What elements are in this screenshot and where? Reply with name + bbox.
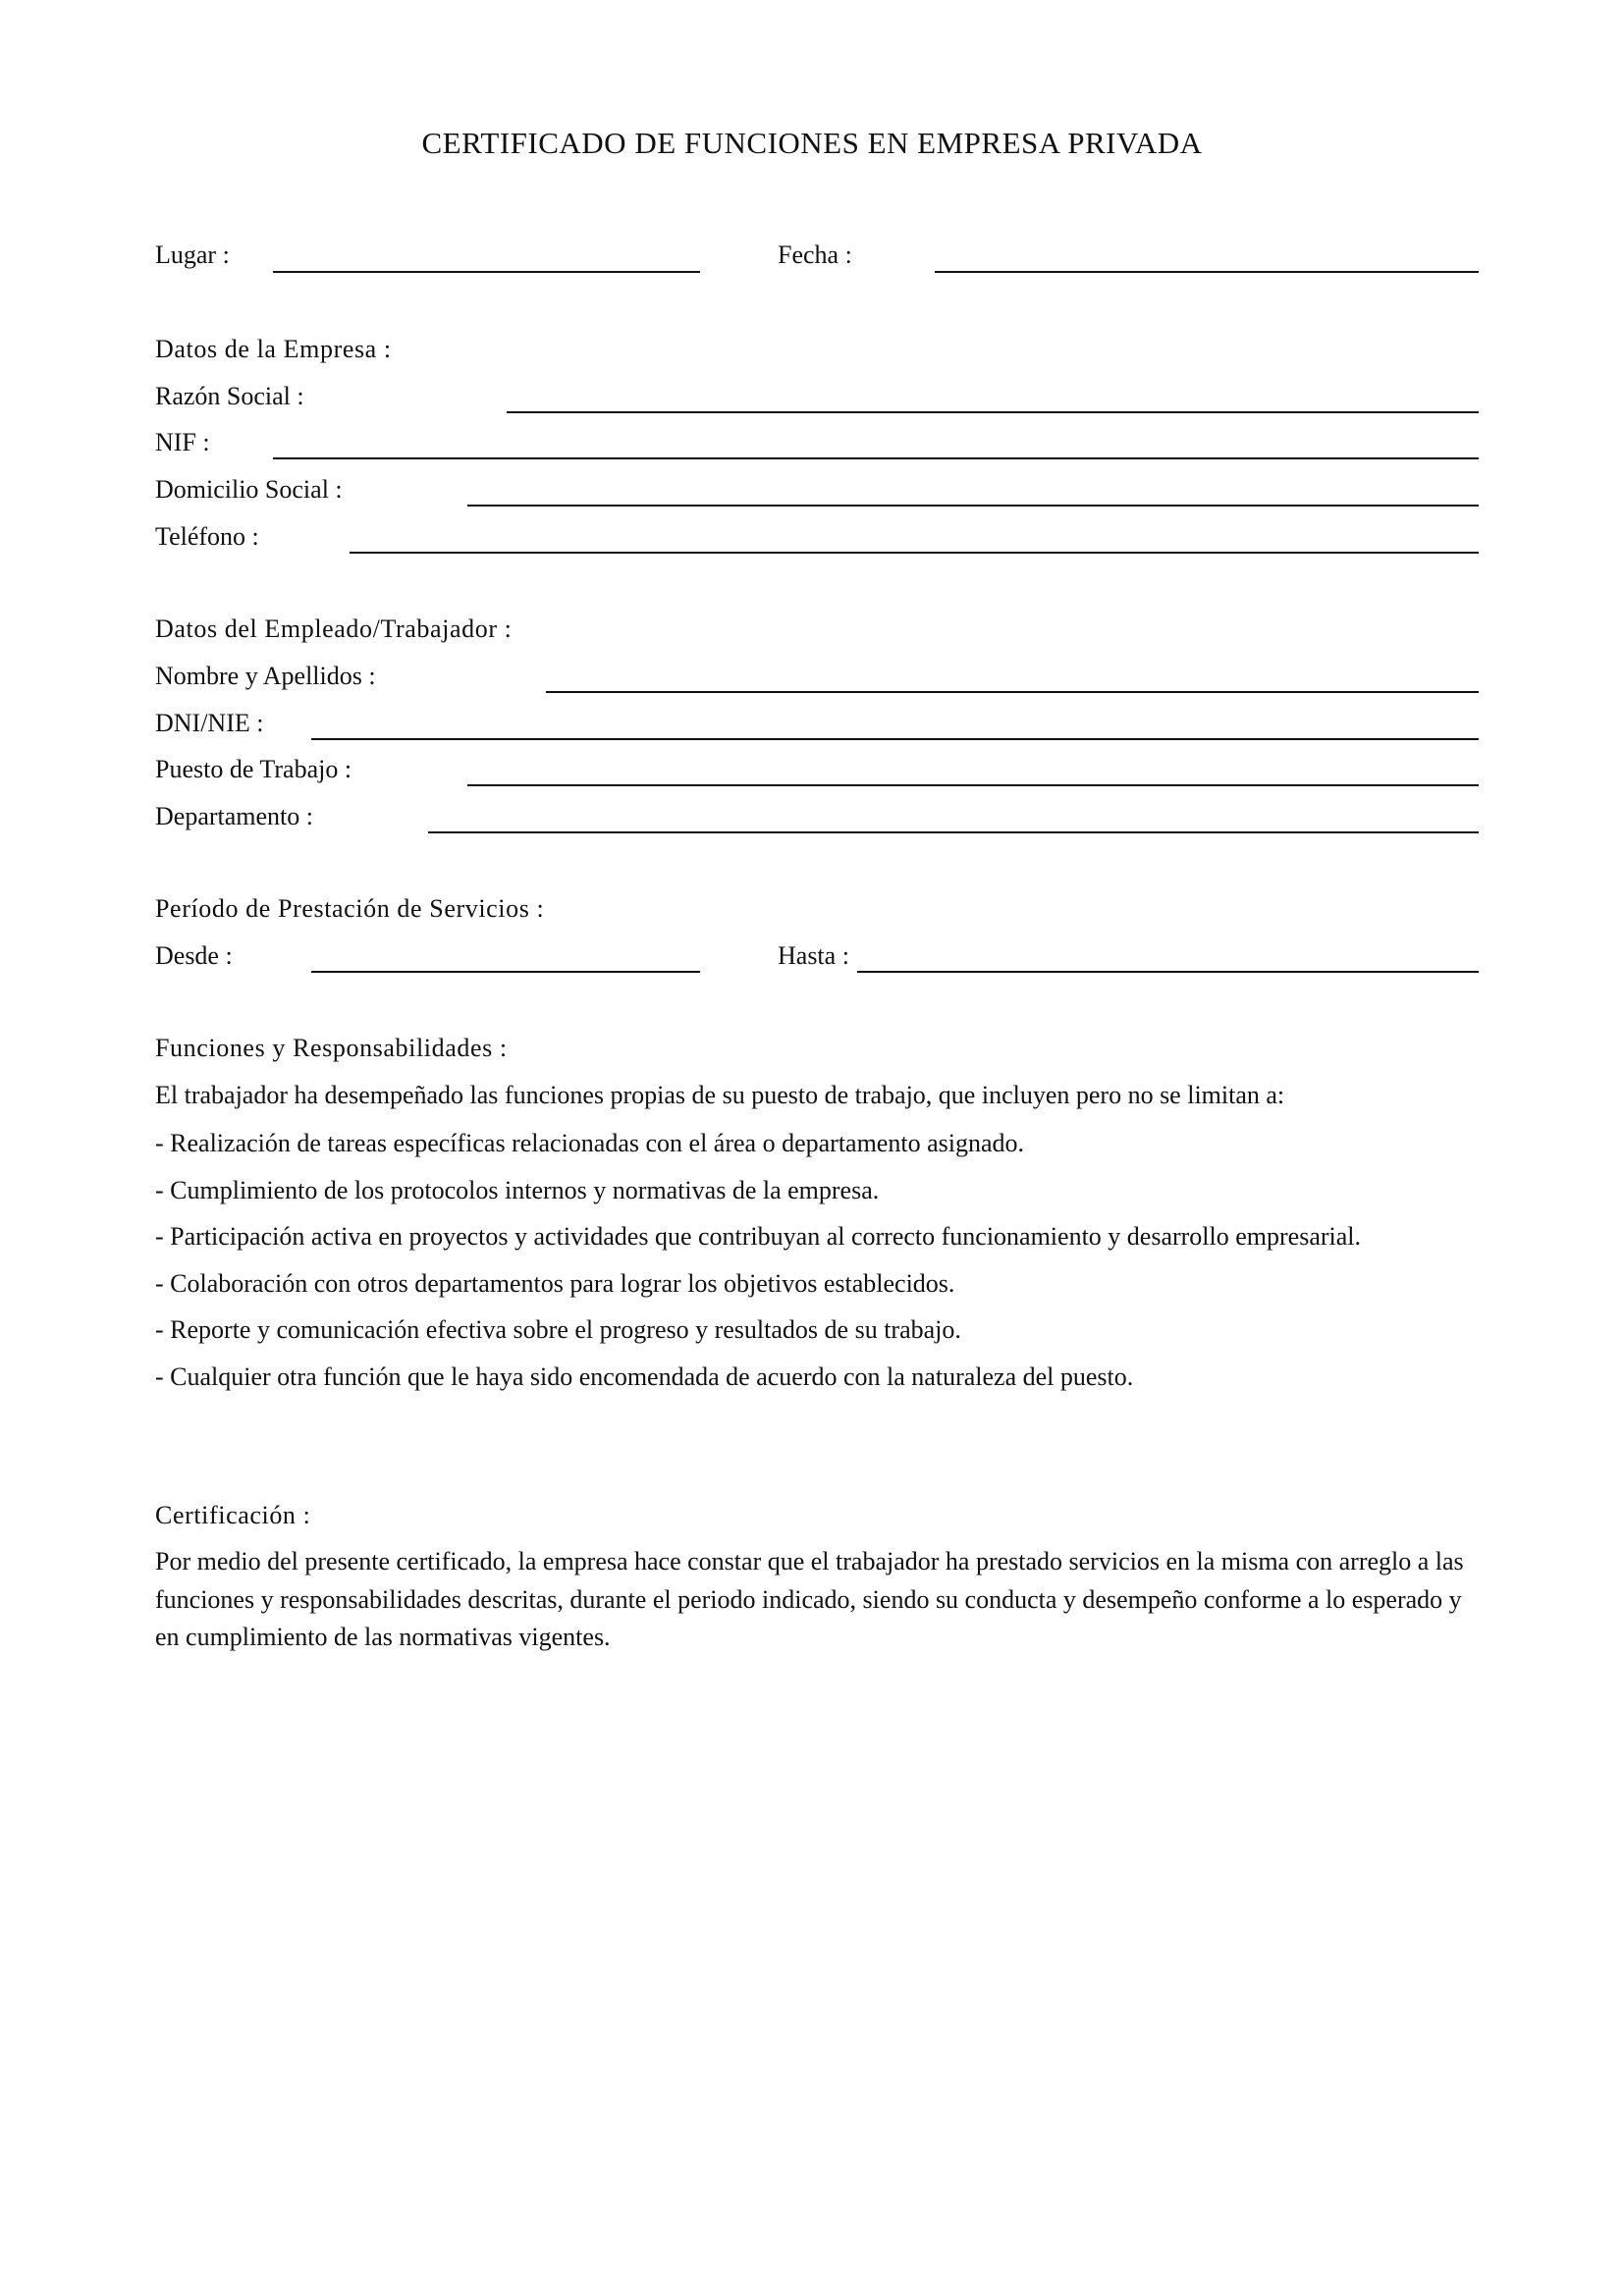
id-number-line[interactable]	[311, 738, 1479, 740]
certification-text: Por medio del presente certificado, la empresa hace constar que el trabajador ha prestado servicios en la misma con arreglo a las funciones y responsabilidades descritas, durante el periodo indicado, siendo su conducta y desempeño conforme a lo esperado y en cumplimiento de las normativas vigentes.	[155, 1547, 1464, 1651]
to-label: Hasta :	[778, 941, 849, 970]
company-heading: Datos de la Empresa :	[155, 335, 392, 363]
function-item: - Cualquier otra función que le haya sido encomendada de acuerdo con la naturaleza del puesto.	[155, 1362, 1134, 1391]
from-line[interactable]	[311, 971, 700, 973]
functions-heading: Funciones y Responsabilidades :	[155, 1034, 508, 1062]
company-name-line[interactable]	[507, 411, 1479, 413]
functions-intro: El trabajador ha desempeñado las funciones propias de su puesto de trabajo, que incluyen pero no se limitan a:	[155, 1081, 1285, 1109]
function-item: - Realización de tareas específicas relacionadas con el área o departamento asignado.	[155, 1129, 1024, 1157]
registered-address-label: Domicilio Social :	[155, 475, 343, 504]
certification-heading: Certificación :	[155, 1501, 311, 1529]
full-name-label: Nombre y Apellidos :	[155, 662, 376, 690]
place-label: Lugar :	[155, 240, 230, 269]
function-item: - Cumplimiento de los protocolos internos y normativas de la empresa.	[155, 1175, 880, 1204]
nif-line[interactable]	[273, 457, 1479, 459]
registered-address-line[interactable]	[467, 505, 1479, 507]
functions-list	[155, 1120, 1361, 1401]
id-number-label: DNI/NIE :	[155, 709, 264, 737]
employee-heading: Datos del Empleado/Trabajador :	[155, 614, 513, 643]
phone-label: Teléfono :	[155, 522, 259, 551]
place-line[interactable]	[273, 271, 700, 273]
document-title: CERTIFICADO DE FUNCIONES EN EMPRESA PRIVADA	[421, 126, 1203, 160]
department-label: Departamento :	[155, 802, 313, 830]
full-name-line[interactable]	[546, 691, 1479, 693]
job-position-label: Puesto de Trabajo :	[155, 755, 352, 783]
function-item: - Colaboración con otros departamentos para lograr los objetivos establecidos.	[155, 1268, 955, 1298]
date-line[interactable]	[935, 271, 1479, 273]
job-position-line[interactable]	[467, 784, 1479, 786]
phone-line[interactable]	[350, 552, 1479, 554]
function-item: - Participación activa en proyectos y actividades que contribuyan al correcto funcionamiento y desarrollo empresarial.	[155, 1222, 1362, 1252]
to-line[interactable]	[857, 971, 1479, 973]
from-label: Desde :	[155, 941, 233, 970]
nif-label: NIF :	[155, 428, 210, 456]
department-line[interactable]	[428, 831, 1479, 833]
period-heading: Período de Prestación de Servicios :	[155, 894, 545, 923]
function-item: - Reporte y comunicación efectiva sobre el progreso y resultados de su trabajo.	[155, 1315, 961, 1345]
date-label: Fecha :	[778, 240, 852, 269]
company-name-label: Razón Social :	[155, 382, 304, 410]
